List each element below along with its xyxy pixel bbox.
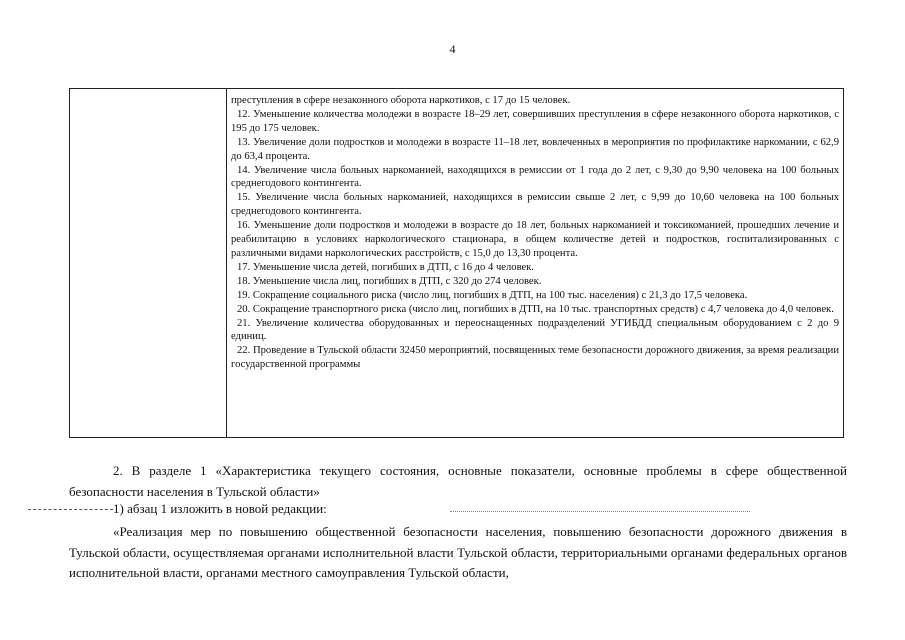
goal-item-20: 20. Сокращение транспортного риска (число лиц, погибших в ДТП, на 10 тыс. транспортных средств) с 4,7 человека до 4,0 человек. xyxy=(237,303,834,315)
paragraph-amendment xyxy=(69,499,847,520)
paragraph-new-text xyxy=(69,522,847,584)
goal-item-17: 17. Уменьшение числа детей, погибших в ДТП, с 16 до 4 человек. xyxy=(237,261,535,273)
goal-item-21: 21. Увеличение количества оборудованных и переоснащенных подразделений УГИБДД специальным оборудованием с 2 до 9 единиц. xyxy=(231,317,839,343)
goal-item-14: 14. Увеличение числа больных наркоманией, находящихся в ремиссии от 1 года до 2 лет, с 9,30 до 9,90 человека на 100 больных среднегодового контингента. xyxy=(231,164,839,190)
page-number: 4 xyxy=(449,42,456,56)
goal-item-12: 12. Уменьшение количества молодежи в возрасте 18–29 лет, совершивших преступления в сфере незаконного оборота наркотиков, с 195 до 175 человек. xyxy=(231,108,839,134)
goal-item-13: 13. Увеличение доли подростков и молодежи в возрасте 11–18 лет, вовлеченных в мероприятия по профилактике наркомании, с 62,9 до 63,4 процента. xyxy=(231,136,839,162)
paragraph-section-1 xyxy=(69,461,847,502)
paragraph-2: 2. В разделе 1 «Характеристика текущего состояния, основные показатели, основные проблемы в сфере общественной безопасности населения в Тульской области» xyxy=(69,463,847,499)
goal-item-15: 15. Увеличение числа больных наркоманией, находящихся в ремиссии свыше 2 лет, с 9,99 до 10,60 человека на 100 больных среднегодового контингента. xyxy=(231,192,839,218)
paragraph-3: 1) абзац 1 изложить в новой редакции: xyxy=(113,501,327,516)
goal-item-19: 19. Сокращение социального риска (число лиц, погибших в ДТП, на 100 тыс. населения) с 21,3 до 17,5 человека. xyxy=(237,289,748,301)
paragraph-4: «Реализация мер по повышению общественной безопасности населения, повышению безопасности дорожного движения в Тульской области, осуществляемая органами исполнительной власти Тульской области, территориальными органами федеральных органов исполнительной власти, органами местного самоуправления Тульской области, xyxy=(69,524,847,580)
goal-item-18: 18. Уменьшение числа лиц, погибших в ДТП, с 320 до 274 человек. xyxy=(237,275,542,287)
goals-table xyxy=(69,88,844,438)
table-left-cell xyxy=(70,89,227,437)
goal-item-16: 16. Уменьшение доли подростков и молодежи в возрасте до 18 лет, больных наркоманией и токсикоманией, прошедших лечение и реабилитацию в условиях наркологического стационара, в общем количестве детей и подростков, госпитализированных с различными видами наркологических расстройств, с 15,0 до 13,30 процента. xyxy=(231,220,839,259)
table-right-cell xyxy=(227,89,843,437)
goal-item-22: 22. Проведение в Тульской области 32450 мероприятий, посвященных теме безопасности дорожного движения, за время реализации государственной программы xyxy=(231,345,839,371)
table-line-continuation: преступления в сфере незаконного оборота наркотиков, с 17 до 15 человек. xyxy=(231,95,571,106)
